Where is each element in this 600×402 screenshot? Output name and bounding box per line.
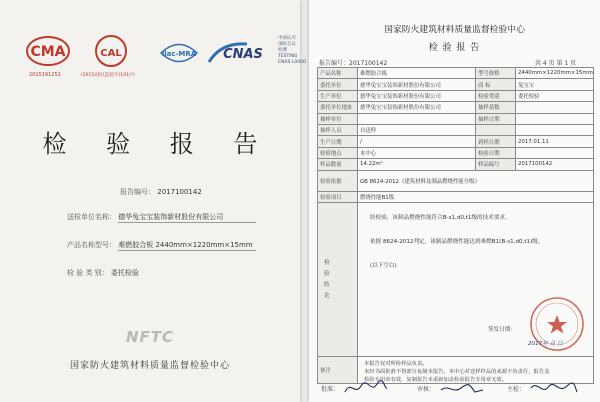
table-row — [318, 136, 594, 147]
table-row — [318, 90, 594, 101]
cnas-text: 中国认可 国际互认 检测 TESTING CNAS L0000 — [278, 36, 306, 65]
table-row — [318, 68, 594, 79]
remark-label: 备注 — [318, 356, 358, 383]
row-label: 产品名称 — [318, 68, 358, 79]
row-value — [516, 102, 594, 113]
cover-category-value: 委托检验 — [110, 269, 139, 277]
cover-category-label: 检 验 类 别： — [67, 269, 109, 277]
conclusion-line: 依据 8624-2012判定，该制品燃烧性能达到难燃B1(B-s1,d0,t1)级。 — [370, 238, 544, 245]
row-value: 德华兔宝宝装饰新材股份有限公司 — [358, 90, 476, 101]
issue-date-line — [488, 325, 516, 333]
row-value — [516, 147, 594, 158]
right-report-page — [309, 0, 600, 402]
cnas-mark: CNAS — [223, 47, 263, 62]
report-title: 检 验 报 告 — [428, 43, 481, 53]
cover-report-no-value: 2017100142 — [157, 188, 202, 196]
row-value: 2017100142 — [516, 159, 594, 170]
issue-date-label: 签发日期： — [488, 326, 516, 333]
conclusion-line: (以下空白) — [370, 262, 397, 269]
row-label — [476, 124, 516, 135]
cal-logo — [91, 34, 131, 70]
table-row — [318, 124, 594, 135]
table-row — [318, 102, 594, 113]
report-no-label: 报告编号： — [319, 60, 350, 67]
nftc-watermark: NFTC — [125, 328, 175, 346]
cnas-logo — [207, 40, 275, 66]
row-label: 检验日期 — [476, 147, 516, 158]
row-value — [516, 113, 594, 124]
cma-mark: CMA — [30, 44, 66, 60]
cover-report-no — [120, 187, 202, 197]
row-value: / — [358, 136, 476, 147]
row-label: 样品数量 — [318, 159, 358, 170]
conclusion-row — [318, 202, 594, 356]
conclusion-label-cell — [318, 202, 358, 356]
table-row — [318, 191, 594, 202]
cover-category — [67, 268, 139, 278]
items-value: 燃烧性能B1级 — [358, 191, 594, 202]
conclusion-line: 经检验，该制品燃烧性能符合B-s1,d0,t1级的技术要求。 — [370, 214, 511, 221]
row-value — [516, 124, 594, 135]
row-label: 商 标 — [476, 79, 516, 90]
row-value: 2017.01.11 — [516, 136, 594, 147]
signature-row — [317, 378, 593, 398]
ilac-mra-logo — [157, 38, 201, 68]
row-value: 德华兔宝宝装饰新材股份有限公司 — [358, 102, 476, 113]
row-label: 委托单位地址 — [318, 102, 358, 113]
row-value: 2440mm×1220mm×15mm — [516, 68, 594, 79]
tester-label: 主检： — [507, 386, 526, 393]
table-row — [318, 79, 594, 90]
cover-report-no-label: 报告编号： — [120, 188, 155, 196]
report-no-value: 2017100142 — [349, 60, 388, 67]
approver-signature-icon — [343, 378, 389, 398]
items-label: 检验项目 — [318, 191, 358, 202]
basis-label: 检验依据 — [318, 170, 358, 191]
remark-line: 检验专用章有效，复制报告未重新加盖检验报告专用章无效。 — [364, 376, 508, 383]
row-value — [358, 113, 476, 124]
row-value: 14.22m² — [358, 159, 476, 170]
conclusion-label: 检验结论 — [324, 259, 330, 299]
cover-title: 检 验 报 告 — [42, 130, 274, 158]
ilac-mark: ilac-MRA — [161, 50, 197, 58]
table-row — [318, 113, 594, 124]
center-name: 国家防火建筑材料质量监督检验中心 — [384, 25, 525, 35]
table-row — [318, 147, 594, 158]
cma-logo — [25, 34, 71, 68]
cma-caption: 2015191252 — [29, 72, 61, 78]
row-label: 委托单位 — [318, 79, 358, 90]
row-value: 兔宝宝 — [516, 79, 594, 90]
approver-label: 批准： — [321, 386, 340, 393]
row-value: 自送样 — [358, 124, 476, 135]
cover-client — [67, 212, 256, 223]
cover-product — [67, 240, 256, 251]
cover-footer-center-name: 国家防火建筑材料质量监督检验中心 — [69, 361, 230, 371]
reviewer-signature-icon — [439, 378, 485, 398]
cover-client-value: 德华兔宝宝装饰新材股份有限公司 — [118, 212, 256, 223]
cover-product-value: 难燃胶合板 2440mm×1220mm×15mm — [118, 240, 256, 251]
cover-product-label: 产品名称型号： — [67, 241, 116, 249]
row-value: 本中心 — [358, 147, 476, 158]
row-label: 抽样单位 — [318, 113, 358, 124]
logo-row — [25, 34, 305, 84]
page-info: 共 4 页 第 1 页 — [535, 60, 577, 67]
cal-caption: (2015)国认监验字(191)号 — [81, 73, 136, 78]
row-label: 型号规格 — [476, 68, 516, 79]
row-label: 检验地点 — [318, 147, 358, 158]
basis-value: GB 8624-2012《建筑材料及制品燃烧性能分级》 — [358, 170, 594, 191]
row-label: 生产单位 — [318, 90, 358, 101]
report-no-line — [319, 58, 387, 67]
row-value: 德华兔宝宝装饰新材股份有限公司 — [358, 79, 476, 90]
table-row — [318, 170, 594, 191]
row-label: 检验类别 — [476, 90, 516, 101]
conclusion-cell — [358, 202, 594, 356]
row-label: 抽样日期 — [476, 113, 516, 124]
report-table — [317, 67, 594, 384]
remark-line: 本报告仅对所检样品负责。 — [364, 360, 428, 367]
row-label: 样品编号 — [476, 159, 516, 170]
row-label: 抽样基数 — [476, 102, 516, 113]
row-label: 生产日期 — [318, 136, 358, 147]
cal-mark: CAL — [100, 48, 122, 59]
remark-line: 未经书面批准不得部分复制本报告，本中心对送样样品的来源不负责任，报告盖 — [364, 368, 550, 375]
row-label: 到样日期 — [476, 136, 516, 147]
row-label: 抽样人员 — [318, 124, 358, 135]
table-row — [318, 159, 594, 170]
tester-signature-icon — [529, 378, 579, 398]
row-value: 难燃胶合板 — [358, 68, 476, 79]
row-value: 委托检验 — [516, 90, 594, 101]
cover-client-label: 送检单位名称： — [67, 213, 116, 221]
reviewer-label: 审核： — [417, 386, 436, 393]
issue-date-value: 2017年 月 日 — [528, 340, 563, 347]
